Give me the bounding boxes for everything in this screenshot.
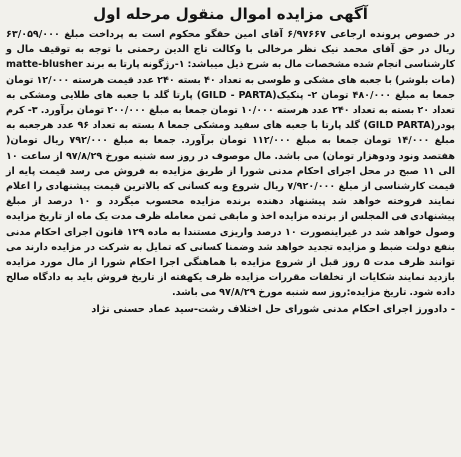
notice-signature: - دادورز اجرای احکام مدنی شورای حل اختلاف رشت-سید عماد حسنی نژاد	[91, 303, 455, 315]
notice-body: در خصوص پرونده ارجاعی ۶/۹۷۶۶۷ آقای امین حقگو محکوم است به پرداخت مبلغ ۶۳/۰۵۹/۰۰۰ ریال در حق آقای محمد نیک نظر مرخالی با وکالت تاج الدین رحمتی با توجه به توقیف مال و کارشناسی انجام شده مشخصات مال به شرح ذیل میباشد: ۱-رژگونه پارتا به برند matte-blusher (مات بلوشر) با جعبه های مشکی و طوسی به تعداد ۴۰ بسته ۲۴۰ عدد قیمت هرسته ۱۲/۰۰۰ تومان جمعا به مبلغ ۴۸۰/۰۰۰ تومان ۲- پنکیک(GILD - PARTA) پارتا گلد با جعبه های طلایی ومشکی به تعداد ۲۰ بسته به تعداد ۲۴۰ عدد هرسته ۱۰/۰۰۰ تومان جمعا به مبلغ ۲۰۰/۰۰۰ تومان برآورد. ۳- کرم پودر(GILD PARTA) گلد پارتا با جعبه های سفید ومشکی جمعا ۸ بسته به تعداد ۹۶ عدد هرجعبه به مبلغ ۱۴/۰۰۰ تومان جمعا به مبلغ ۱۱۲/۰۰۰ تومان برآورد. جمعا به مبلغ ۷۹۲/۰۰۰ ریال تومان( هفتصد ونود ودوهزار تومان) می باشد. مال موصوف در روز سه شنبه مورخ ۹۷/۸/۲۹ از ساعت ۱۰ الی ۱۱ صبح در محل اجرای احکام مدنی شورا از طریق مزایده به فروش می رسد قیمت پایه از قیمت کارشناسی از مبلغ ۷/۹۲۰/۰۰۰ ریال شروع وبه کسانی که بالاترین قیمت پیشنهادی را اعلام نمایند فروخته خواهد شد پیشنهاد دهنده برنده مزایده محسوب میگردد و ۱۰ درصد از مبلغ پیشنهادی فی المجلس از برنده مزایده اخذ و مابقی ثمن معامله ظرف مدت یک ماه از تاریخ مزایده وصول خواهد شد در غیراینصورت ۱۰ درصد واریزی مستندا به ماده ۱۲۹ قانون اجرای احکام مدنی بنفع دولت ضبط و مزایده تجدید خواهد شد وضمنا کسانی که تمایل به شرکت در مزایده دارند می توانند ظرف مدت ۵ روز قبل از شروع مزایده با هماهنگی اجرا احکام شورا از مال مورد مزایده بازدید نمایند شکایات از تخلفات مقررات مزایده ظرف یکهفته از تاریخ فروش باید به دادگاه صالح داده شود. تاریخ مزایده:روز سه شنبه مورخ ۹۷/۸/۲۹ می باشد.	[6, 29, 456, 299]
notice-title: آگهی مزایده اموال منقول مرحله اول	[93, 5, 368, 23]
